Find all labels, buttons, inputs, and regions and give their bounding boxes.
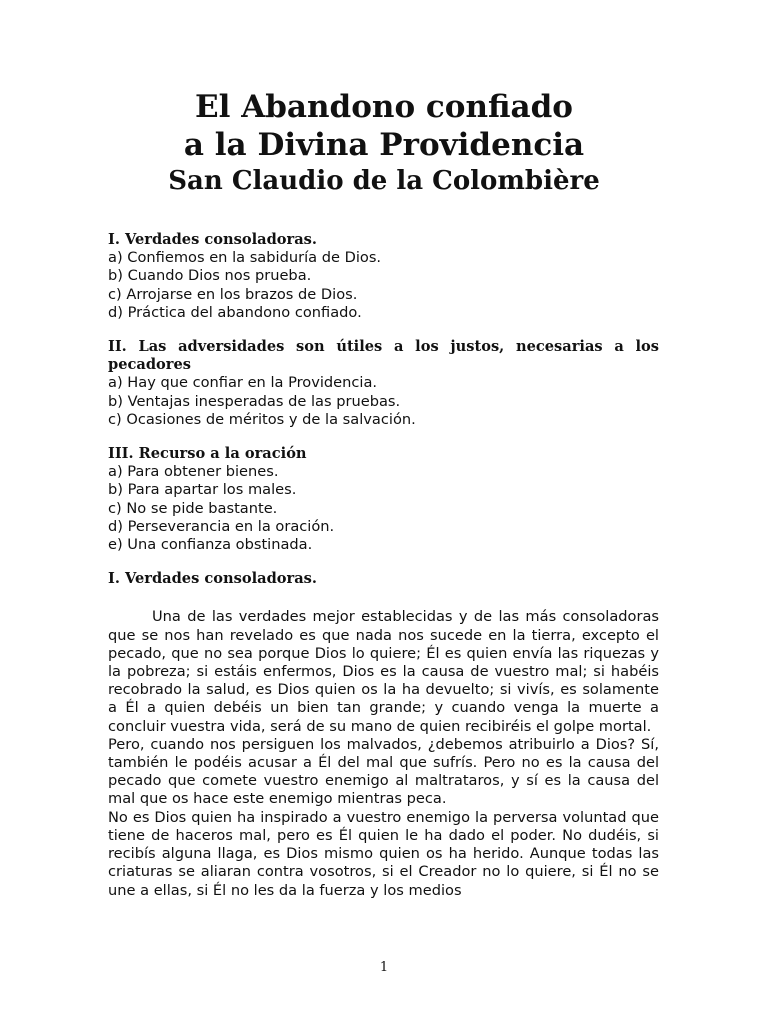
toc-item: d) Perseverancia en la oración. [108,517,335,535]
table-of-contents [108,231,659,900]
title-line-2: a la Divina Providencia [183,127,585,163]
body-paragraph: Una de las verdades mejor establecidas y de las más consoladoras que se nos han revelado es que nada nos sucede en la tierra, excepto el pecado, que no sea porque Dios lo quiere; Él es quien envía las riquezas y la pobreza; si estáis enfermos, Dios es la causa de vuestro mal; si habéis recobrado la salud, es Dios quien os la ha devuelto; si vivís, es solamente a Él a quien debéis un bien tan grande; y cuando venga la muerte a concluir vuestra vida, será de su mano de quien recibiréis el golpe mortal. [108,608,659,735]
toc-section-heading: I. Verdades consoladoras. [108,231,317,248]
toc-item: c) Ocasiones de méritos y de la salvación. [108,410,416,428]
title-line-1: El Abandono confiado [195,89,573,125]
toc-item: a) Para obtener bienes. [108,463,279,481]
toc-item: e) Una confianza obstinada. [108,536,313,554]
author-line: San Claudio de la Colombière [168,166,600,196]
toc-section-heading: III. Recurso a la oración [108,445,307,463]
toc-item: a) Hay que confiar en la Providencia. [108,374,378,392]
toc-item: b) Cuando Dios nos prueba. [108,267,312,285]
toc-section-heading: II. Las adversidades son útiles a los justos, necesarias a los pecadores [108,338,659,374]
page-number: 1 [379,960,389,975]
toc-section-3 [108,445,659,554]
toc-item: c) Arrojarse en los brazos de Dios. [108,285,358,303]
toc-item: c) No se pide bastante. [108,499,278,517]
toc-item: b) Ventajas inesperadas de las pruebas. [108,392,401,410]
title-block [0,88,768,198]
body-section-heading: I. Verdades consoladoras. [108,570,317,588]
body-paragraph: Pero, cuando nos persiguen los malvados, ¿debemos atribuirlo a Dios? Sí, también le podéis acusar a Él del mal que sufrís. Pero no es la causa del pecado que comete vuestro enemigo al maltrataros, y sí es la causa del mal que os hace este enemigo mientras peca. [108,735,659,808]
body-paragraph: No es Dios quien ha inspirado a vuestro enemigo la perversa voluntad que tiene de haceros mal, pero es Él quien le ha dado el poder. No dudéis, si recibís alguna llaga, es Dios mismo quien os ha herido. Aunque todas las criaturas se aliaran contra vosotros, si el Creador no lo quiere, si Él no se une a ellas, si Él no les da la fuerza y los medios [108,808,659,899]
toc-section-2 [108,338,659,429]
toc-item: a) Confiemos en la sabiduría de Dios. [108,249,382,267]
toc-item: b) Para apartar los males. [108,481,297,499]
toc-item: d) Práctica del abandono confiado. [108,303,362,321]
toc-section-1 [108,231,659,322]
